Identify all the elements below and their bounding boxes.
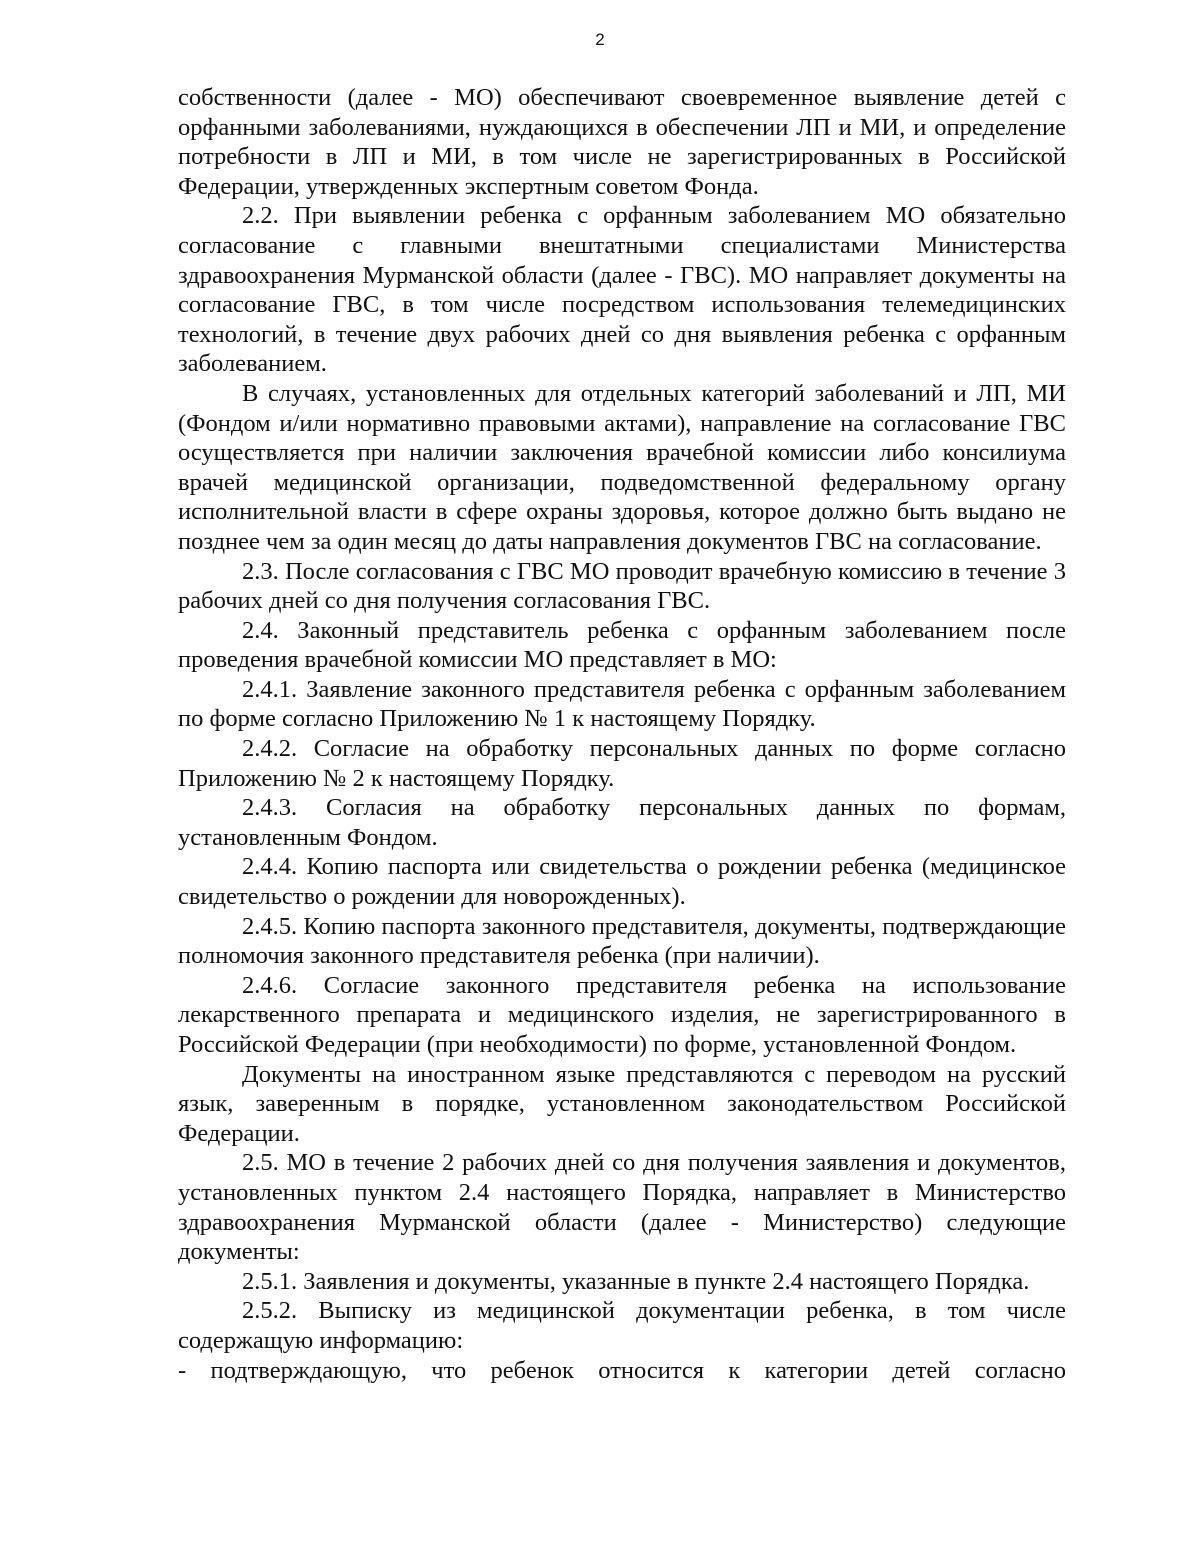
paragraph: 2.2. При выявлении ребенка с орфанным заболеванием МО обязательно согласование с главными внештатными специалистами Министерства здравоохранения Мурманской области (далее - ГВС). МО направляет документы на согласование ГВС, в том числе посредством использования телемедицинских технологий, в течение двух рабочих дней со дня выявления ребенка с орфанным заболеванием. xyxy=(178,202,1066,378)
paragraph: 2.5.2. Выписку из медицинской документации ребенка, в том числе содержащую информацию: xyxy=(178,1297,1066,1354)
paragraph: В случаях, установленных для отдельных категорий заболеваний и ЛП, МИ (Фондом и/или нормативно правовыми актами), направление на согласование ГВС осуществляется при наличии заключения врачебной комиссии либо консилиума врачей медицинской организации, подведомственной федеральному органу исполнительной власти в сфере охраны здоровья, которое должно быть выдано не позднее чем за один месяц до даты направления документов ГВС на согласование. xyxy=(178,379,1066,555)
paragraph: 2.4.1. Заявление законного представителя ребенка с орфанным заболеванием по форме согласно Приложению № 1 к настоящему Порядку. xyxy=(178,675,1066,733)
paragraph: 2.4.6. Согласие законного представителя ребенка на использование лекарственного препарата и медицинского изделия, не зарегистрированного в Российской Федерации (при необходимости) по форме, установленной Фондом. xyxy=(178,971,1066,1058)
paragraph: 2.4.2. Согласие на обработку персональных данных по форме согласно Приложению № 2 к настоящему Порядку. xyxy=(178,735,1066,792)
paragraph: 2.5. МО в течение 2 рабочих дней со дня получения заявления и документов, установленных пунктом 2.4 настоящего Порядка, направляет в Министерство здравоохранения Мурманской области (далее - Министерство) следующие документы: xyxy=(178,1149,1066,1266)
paragraph: 2.4.3. Согласия на обработку персональных данных по формам, установленным Фондом. xyxy=(178,794,1066,851)
paragraph: 2.4.5. Копию паспорта законного представителя, документы, подтверждающие полномочия законного представителя ребенка (при наличии). xyxy=(178,912,1066,970)
paragraph: 2.4.4. Копию паспорта или свидетельства о рождении ребенка (медицинское свидетельство о рождении для новорожденных). xyxy=(178,853,1066,911)
paragraph: собственности (далее - МО) обеспечивают своевременное выявление детей с орфанными заболеваниями, нуждающихся в обеспечении ЛП и МИ, и определение потребности в ЛП и МИ, в том числе не зарегистрированных в Российской Федерации, утвержденных экспертным советом Фонда. xyxy=(178,84,1066,200)
paragraph: 2.5.1. Заявления и документы, указанные в пункте 2.4 настоящего Порядка. xyxy=(242,1267,1030,1295)
paragraph: 2.3. После согласования с ГВС МО проводит врачебную комиссию в течение 3 рабочих дней со дня получения согласования ГВС. xyxy=(178,557,1066,615)
paragraph: Документы на иностранном языке представляются с переводом на русский язык, заверенным в порядке, установленном законодательством Российской Федерации. xyxy=(178,1060,1066,1147)
document-body xyxy=(178,83,1066,1385)
paragraph: - подтверждающую, что ребенок относится к категории детей согласно xyxy=(178,1356,1066,1384)
paragraph: 2.4. Законный представитель ребенка с орфанным заболеванием после проведения врачебной комиссии МО представляет в МО: xyxy=(178,616,1066,674)
page-number: 2 xyxy=(595,30,605,49)
